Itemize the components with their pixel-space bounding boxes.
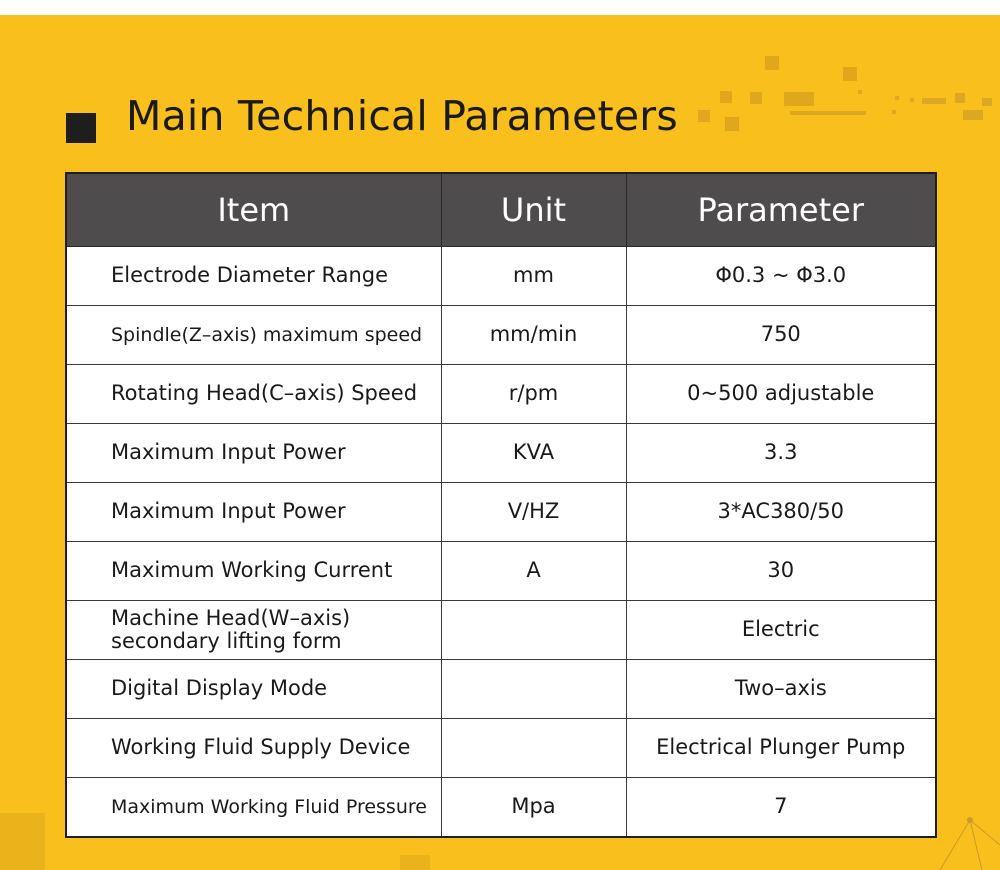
cell-item: Rotating Head(C–axis) Speed (66, 365, 441, 424)
decor-square (910, 98, 914, 102)
cell-item: Working Fluid Supply Device (66, 719, 441, 778)
table-row (66, 660, 936, 719)
decor-square (784, 92, 814, 106)
table-row (66, 365, 936, 424)
cell-item: Maximum Working Fluid Pressure (66, 778, 441, 838)
header-unit: Unit (441, 173, 626, 247)
title-row (66, 88, 766, 148)
table-row (66, 778, 936, 838)
decor-square (843, 67, 857, 81)
cell-unit: Mpa (441, 778, 626, 838)
cell-parameter: 0~500 adjustable (626, 365, 936, 424)
header-parameter: Parameter (626, 173, 936, 247)
cell-item: Maximum Input Power (66, 483, 441, 542)
cell-unit (441, 719, 626, 778)
cell-parameter: Electrical Plunger Pump (626, 719, 936, 778)
cell-parameter: 3*AC380/50 (626, 483, 936, 542)
page-background (0, 15, 1000, 870)
table-row (66, 542, 936, 601)
decor-square (892, 110, 896, 114)
cell-unit: KVA (441, 424, 626, 483)
table-row (66, 719, 936, 778)
decor-square (790, 111, 866, 115)
cell-unit: V/HZ (441, 483, 626, 542)
decor-square (955, 93, 965, 103)
title-square-icon (66, 113, 96, 143)
table-row (66, 306, 936, 365)
decor-square (0, 813, 45, 870)
decor-lines (930, 805, 1000, 870)
cell-item: Maximum Working Current (66, 542, 441, 601)
table-header-row (66, 173, 936, 247)
cell-item: Electrode Diameter Range (66, 247, 441, 306)
table-row (66, 424, 936, 483)
parameters-table (65, 172, 937, 838)
table-row (66, 601, 936, 660)
cell-item: Digital Display Mode (66, 660, 441, 719)
cell-parameter: 7 (626, 778, 936, 838)
table-row (66, 483, 936, 542)
cell-item: Maximum Input Power (66, 424, 441, 483)
cell-parameter: Φ0.3 ~ Φ3.0 (626, 247, 936, 306)
decor-square (765, 56, 779, 70)
page-title: Main Technical Parameters (126, 92, 678, 140)
cell-item: Spindle(Z–axis) maximum speed (66, 306, 441, 365)
decor-square (963, 110, 983, 120)
cell-item: Machine Head(W–axis) secondary lifting form (66, 601, 441, 660)
cell-unit: r/pm (441, 365, 626, 424)
cell-parameter: 3.3 (626, 424, 936, 483)
decor-square (400, 855, 430, 870)
cell-unit: mm (441, 247, 626, 306)
decor-square (895, 96, 899, 100)
cell-parameter: Two–axis (626, 660, 936, 719)
table-row (66, 247, 936, 306)
cell-unit: mm/min (441, 306, 626, 365)
header-item: Item (66, 173, 441, 247)
cell-parameter: 750 (626, 306, 936, 365)
decor-square (858, 90, 862, 94)
decor-square (982, 98, 992, 106)
cell-parameter: 30 (626, 542, 936, 601)
cell-parameter: Electric (626, 601, 936, 660)
cell-unit (441, 601, 626, 660)
cell-unit (441, 660, 626, 719)
cell-unit: A (441, 542, 626, 601)
decor-square (922, 98, 946, 104)
